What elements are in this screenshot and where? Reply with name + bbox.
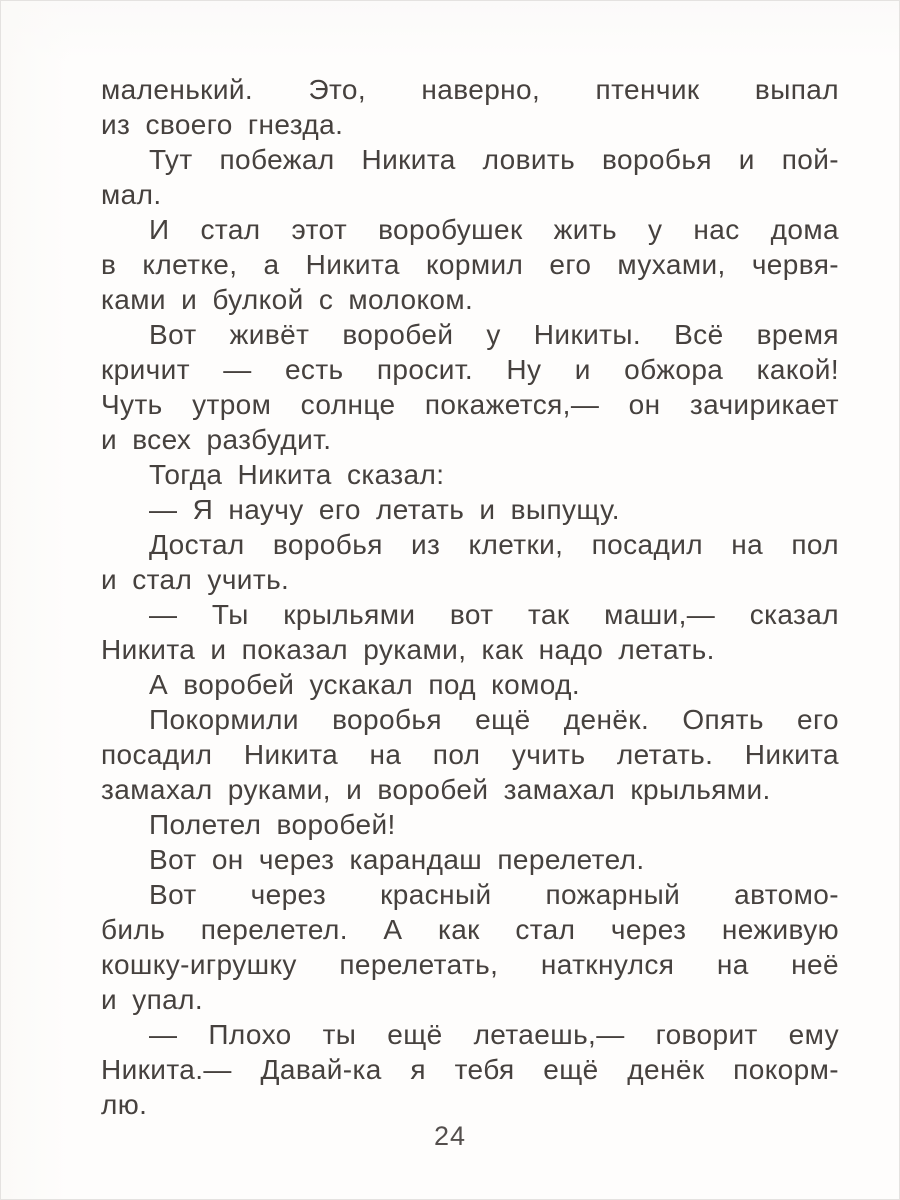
text-line: посадил Никита на пол учить летать. Никита bbox=[101, 739, 839, 770]
text-line: мал. bbox=[101, 179, 162, 210]
paragraph bbox=[101, 492, 839, 527]
text-line: Вот он через карандаш перелетел. bbox=[149, 844, 645, 875]
paragraph bbox=[101, 457, 839, 492]
paragraph bbox=[101, 1017, 839, 1122]
story-text bbox=[101, 72, 839, 1122]
text-line: Полетел воробей! bbox=[149, 809, 396, 840]
paragraph bbox=[101, 317, 839, 457]
text-line: — Я научу его летать и выпущу. bbox=[149, 494, 620, 525]
text-line: и упал. bbox=[101, 984, 204, 1015]
text-line: замахал руками, и воробей замахал крыльями. bbox=[101, 774, 771, 805]
paragraph bbox=[101, 72, 839, 142]
page-number: 24 bbox=[433, 1121, 467, 1151]
text-line: маленький. Это, наверно, птенчик выпал bbox=[101, 74, 839, 105]
text-line: — Ты крыльями вот так маши,— сказал bbox=[149, 599, 839, 630]
paragraph bbox=[101, 527, 839, 597]
text-line: в клетке, а Никита кормил его мухами, червя- bbox=[101, 249, 839, 280]
text-line: — Плохо ты ещё летаешь,— говорит ему bbox=[149, 1019, 839, 1050]
text-line: ками и булкой с молоком. bbox=[101, 284, 474, 315]
text-line: и всех разбудит. bbox=[101, 424, 332, 455]
text-line: кричит — есть просит. Ну и обжора какой! bbox=[101, 354, 839, 385]
text-line: Никита.— Давай-ка я тебя ещё денёк покорм- bbox=[101, 1054, 839, 1085]
text-line: кошку-игрушку перелетать, наткнулся на неё bbox=[101, 949, 839, 980]
paragraph bbox=[101, 842, 839, 877]
text-line: А воробей ускакал под комод. bbox=[149, 669, 581, 700]
paragraph bbox=[101, 597, 839, 667]
scan-shading-top bbox=[1, 1, 899, 61]
text-line: Вот через красный пожарный автомо- bbox=[149, 879, 839, 910]
text-line: Тогда Никита сказал: bbox=[149, 459, 445, 490]
scan-shading-left bbox=[1, 1, 71, 1199]
text-line: Никита и показал руками, как надо летать. bbox=[101, 634, 715, 665]
paragraph bbox=[101, 667, 839, 702]
text-line: из своего гнезда. bbox=[101, 109, 344, 140]
text-line: и стал учить. bbox=[101, 564, 290, 595]
text-line: И стал этот воробушек жить у нас дома bbox=[149, 214, 839, 245]
text-line: Вот живёт воробей у Никиты. Всё время bbox=[149, 319, 839, 350]
text-line: лю. bbox=[101, 1089, 148, 1120]
text-line: Тут побежал Никита ловить воробья и пой- bbox=[149, 144, 839, 175]
paragraph bbox=[101, 702, 839, 807]
text-line: Достал воробья из клетки, посадил на пол bbox=[149, 529, 839, 560]
text-line: Покормили воробья ещё денёк. Опять его bbox=[149, 704, 839, 735]
paragraph bbox=[101, 212, 839, 317]
text-line: биль перелетел. А как стал через неживую bbox=[101, 914, 839, 945]
paragraph bbox=[101, 807, 839, 842]
paragraph bbox=[101, 877, 839, 1017]
paragraph bbox=[101, 142, 839, 212]
text-line: Чуть утром солнце покажется,— он зачирикает bbox=[101, 389, 839, 420]
